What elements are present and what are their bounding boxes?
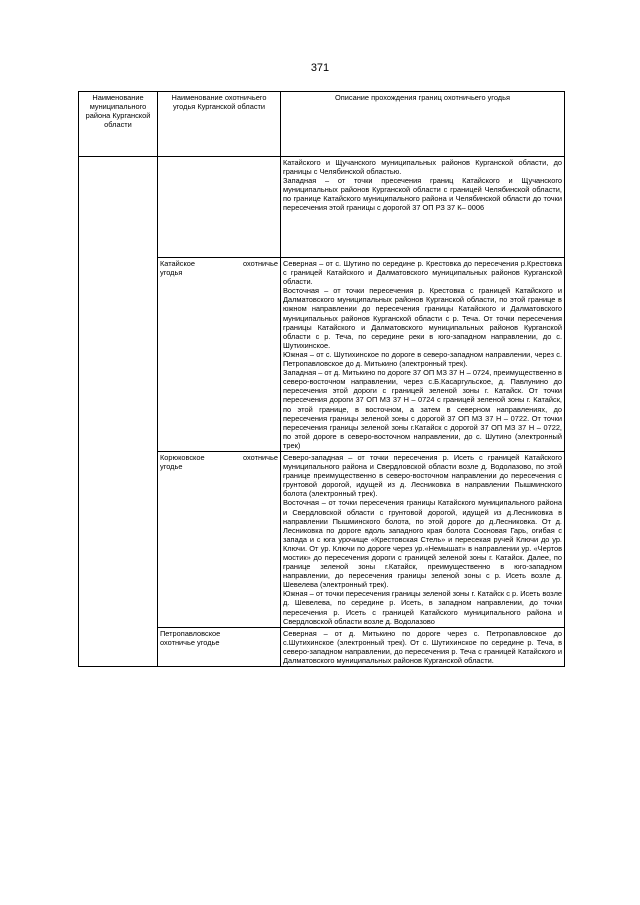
boundary-paragraph: Катайского и Щучанского муниципальных районов Курганской области, до границы с Челябинской областью.: [283, 158, 562, 177]
boundary-paragraph: Северная – от д. Митькино по дороге через с. Петропавловское до с.Шутихинское (электронный трек). От с. Шутихинское по середине р. Теча, в северо-западном направлении, до пересечения р. Теча с границей Катайского и Далматовского муниципальных районов Курганской области.: [283, 628, 562, 666]
header-district: Наименование муниципального района Курганской области: [79, 92, 158, 157]
ground-name-word: охотничье: [243, 259, 278, 268]
boundary-paragraph: Восточная – от точки пересечения р. Крестовка с границей Катайского и Далматовского муниципальных районов Курганской области, по этой границе в южном направлении до пересечения границы Катайского и Далматовского муниципальных районов Курганской области с р. Теча. От точки пересечения границы Катайского и Далматовского муниципальных районов Курганской области с р. Теча, по середине реки в юго-западном направлении, до с. Шутихинское.: [283, 286, 562, 350]
boundary-paragraph: Северная – от с. Шутино по середине р. Крестовка до пересечения р.Крестовка с границей Катайского и Далматовского муниципальных районов Курганской области.: [283, 259, 562, 287]
ground-name-word: Корюковское: [160, 452, 205, 462]
boundary-paragraph: Западная – от д. Митькино по дороге 37 ОП МЗ 37 Н – 0724, преимущественно в северо-восточном направлении, через с.Б.Касаргульское, д. Павлунино до пересечения этой дороги с границей зеленой зоны г. Катайск. От точки пересечения дороги 37 ОП МЗ 37 Н – 0724 с границей зеленой зоны г. Катайск, по этой границе, в восточном, а затем в северном направлениях, до пересечения границы зеленой зоны с дорогой 37 ОП МЗ 37 Н – 0722. От точки пересечения границы зеленой зоны г.Катайск с дорогой 37 ОП МЗ 37 Н – 0722, по этой дороге в северо-восточном направлении, до с. Шутино (электронный трек): [283, 368, 562, 450]
boundary-paragraph: Южная – от точки пересечения границы зеленой зоны г. Катайск с р. Исеть возле д. Шевелева, по середине р. Исеть, в западном направлении, до точки пересечения р. Исеть с границей Катайского муниципального района и Свердловской области возле д. Водолазово: [283, 589, 562, 626]
ground-name-word: охотничье: [243, 452, 278, 462]
ground-name-cell: [158, 258, 281, 452]
ground-name-word: охотничье угодье: [160, 637, 220, 647]
boundary-paragraph: Северо-западная – от точки пересечения р. Исеть с границей Катайского муниципального района и Свердловской области возле д. Водолазово, по этой границе преимущественно в северо-восточном направлении до пересечения с грунтовой дорогой, идущей из д. Лесниковка в направлении Пышминского болота (электронный трек).: [283, 452, 562, 499]
hunting-grounds-table: [78, 91, 565, 667]
boundary-description-cell: [281, 627, 565, 666]
boundary-paragraph: Западная – от точки пресечения границ Катайского и Щучанского муниципальных районов Курганской области с границей Челябинской области, по границе Катайского муниципального района и Челябинской области до точки пересечения этой границы с дорогой 37 ОП РЗ 37 К– 0006: [283, 176, 562, 213]
boundary-description-cell: [281, 157, 565, 258]
page-number: 371: [310, 62, 330, 74]
ground-name-cell: [158, 451, 281, 627]
district-cell: [79, 157, 158, 667]
boundary-paragraph: Южная – от с. Шутихинское по дороге в северо-западном направлении, через с. Петропавловское до д. Митькино (электронный трек).: [283, 349, 562, 369]
header-boundary-description: Описание прохождения границ охотничьего угодья: [281, 92, 565, 157]
boundary-description-cell: [281, 451, 565, 627]
header-ground-name: Наименование охотничьего угодья Курганской области: [158, 92, 281, 157]
boundary-description-cell: [281, 258, 565, 452]
table-header-row: [79, 92, 565, 157]
ground-name-cell: [158, 157, 281, 258]
ground-name-cell: [158, 627, 281, 666]
ground-name-word: угодья: [160, 268, 183, 278]
table-row: [79, 157, 565, 258]
ground-name-word: угодье: [160, 462, 183, 472]
boundary-paragraph: Восточная – от точки пересечения границы Катайского муниципального района и Свердловской области с грунтовой дорогой, идущей из д.Лесниковка в направлении Пышминского болота, по этой дороге до д.Лесниковка. От д. Лесниковка по дороге вдоль западного края болота Сосновая Гарь, огибая с запада и с юга урочище «Крестовская Стель» и пересекая ручей Ключи до ур. Ключи. От ур. Ключи по дороге через ур.«Немышат» в направлении ур. «Чертов мостик» до пересечения дороги с границей зеленой зоны г. Катайск. Далее, по границе зеленой зоны г.Катайск, преимущественно в юго-западном направлении, до пересечения границы зеленой зоны с р. Исеть возле д. Шевелева (электронный трек).: [283, 498, 562, 590]
ground-name-word: Катайское: [160, 259, 196, 268]
ground-name-word: Петропавловское: [160, 628, 221, 638]
